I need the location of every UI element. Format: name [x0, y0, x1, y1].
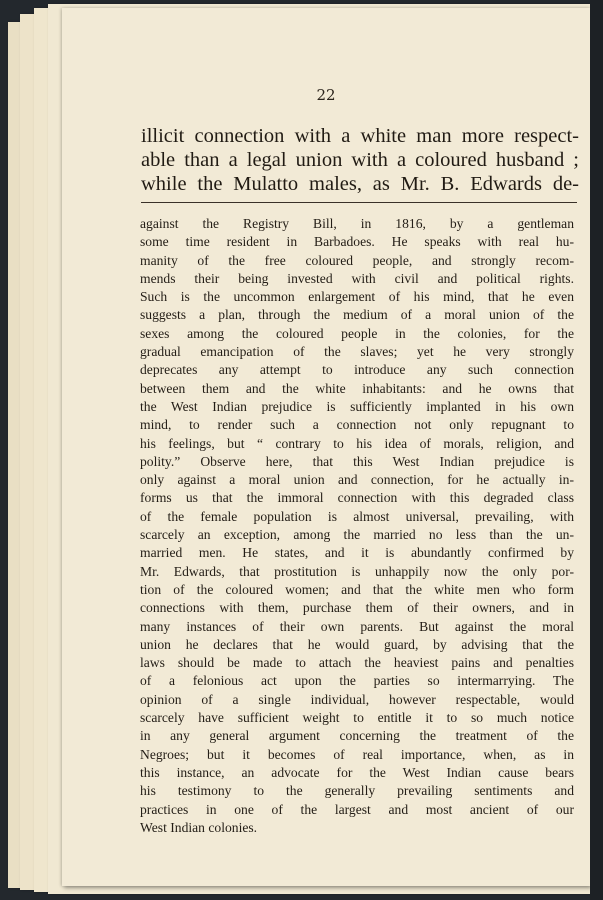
footnote-line: scarcely have sufficient weight to entitle it to so much notice	[140, 710, 574, 726]
footnote-line: West Indian colonies.	[140, 819, 258, 835]
footnote-line: connections with them, purchase them of their owners, and in	[140, 600, 574, 616]
footnote-line: forms us that the immoral connection with this degraded class	[140, 490, 574, 506]
footnote-line: some time resident in Barbadoes. He speaks with real hu-	[140, 234, 574, 250]
footnote-line: of a felonious act upon the parties so intermarrying. The	[140, 673, 574, 689]
footnote-line: gradual emancipation of the slaves; yet he very strongly	[140, 344, 574, 360]
footnote-line: deprecates any attempt to introduce any such connection	[140, 362, 574, 378]
footnote-line: between them and the white inhabitants: and he owns that	[140, 380, 574, 396]
footnote-line: sexes among the coloured people in the colonies, for the	[140, 325, 574, 341]
footnote-line: opinion of a single individual, however respectable, would	[140, 691, 574, 707]
footnote-line: laws should be made to attach the heaviest pains and penalties	[140, 655, 574, 671]
footnote-line: in any general argument concerning the treatment of the	[140, 728, 574, 744]
page-number: 22	[316, 86, 336, 104]
footnote-line: his feelings, but “ contrary to his idea of morals, religion, and	[140, 435, 574, 451]
book-gutter	[590, 0, 603, 900]
body-line: illicit connection with a white man more respect-	[141, 125, 579, 147]
footnote-line: mends their being invested with civil and political rights.	[140, 270, 574, 286]
book-page	[62, 8, 590, 886]
footnote-line: many instances of their own parents. But against the moral	[140, 618, 574, 634]
footnote-line: polity.” Observe here, that this West Indian prejudice is	[140, 453, 574, 469]
footnote-line: Negroes; but it becomes of real importance, when, as in	[140, 746, 574, 762]
footnote-line: the West Indian prejudice is sufficiently implanted in his own	[140, 398, 574, 414]
footnote-text	[140, 215, 574, 837]
footnote-line: of the female population is almost universal, prevailing, with	[140, 508, 574, 524]
footnote-line: tion of the coloured women; and that the white men who form	[140, 581, 574, 597]
footnote-line: only against a moral union and connection, for he actually in-	[140, 472, 574, 488]
footnote-line: his testimony to the generally prevailing sentiments and	[140, 783, 574, 799]
footnote-line: practices in one of the largest and most ancient of our	[140, 801, 574, 817]
footnote-line: union he declares that he would guard, by advising that the	[140, 636, 574, 652]
main-body-text	[141, 124, 579, 196]
footnote-line: manity of the free coloured people, and strongly recom-	[140, 252, 574, 268]
footnote-line: suggests a plan, through the medium of a moral union of the	[140, 307, 574, 323]
footnote-line: Such is the uncommon enlargement of his mind, that he even	[140, 289, 574, 305]
body-line: while the Mulatto males, as Mr. B. Edwards de-	[141, 173, 579, 195]
footnote-line: this instance, an advocate for the West Indian cause bears	[140, 764, 574, 780]
footnote-line: married men. He states, and it is abundantly confirmed by	[140, 545, 574, 561]
footnote-divider	[141, 202, 577, 203]
footnote-line: scarcely an exception, among the married no less than the un-	[140, 527, 574, 543]
footnote-line: mind, to render such a connection not only repugnant to	[140, 417, 574, 433]
body-line: able than a legal union with a coloured husband ;	[141, 149, 579, 171]
footnote-line: Mr. Edwards, that prostitution is unhappily now the only por-	[140, 563, 574, 579]
footnote-line: against the Registry Bill, in 1816, by a gentleman	[140, 216, 574, 231]
